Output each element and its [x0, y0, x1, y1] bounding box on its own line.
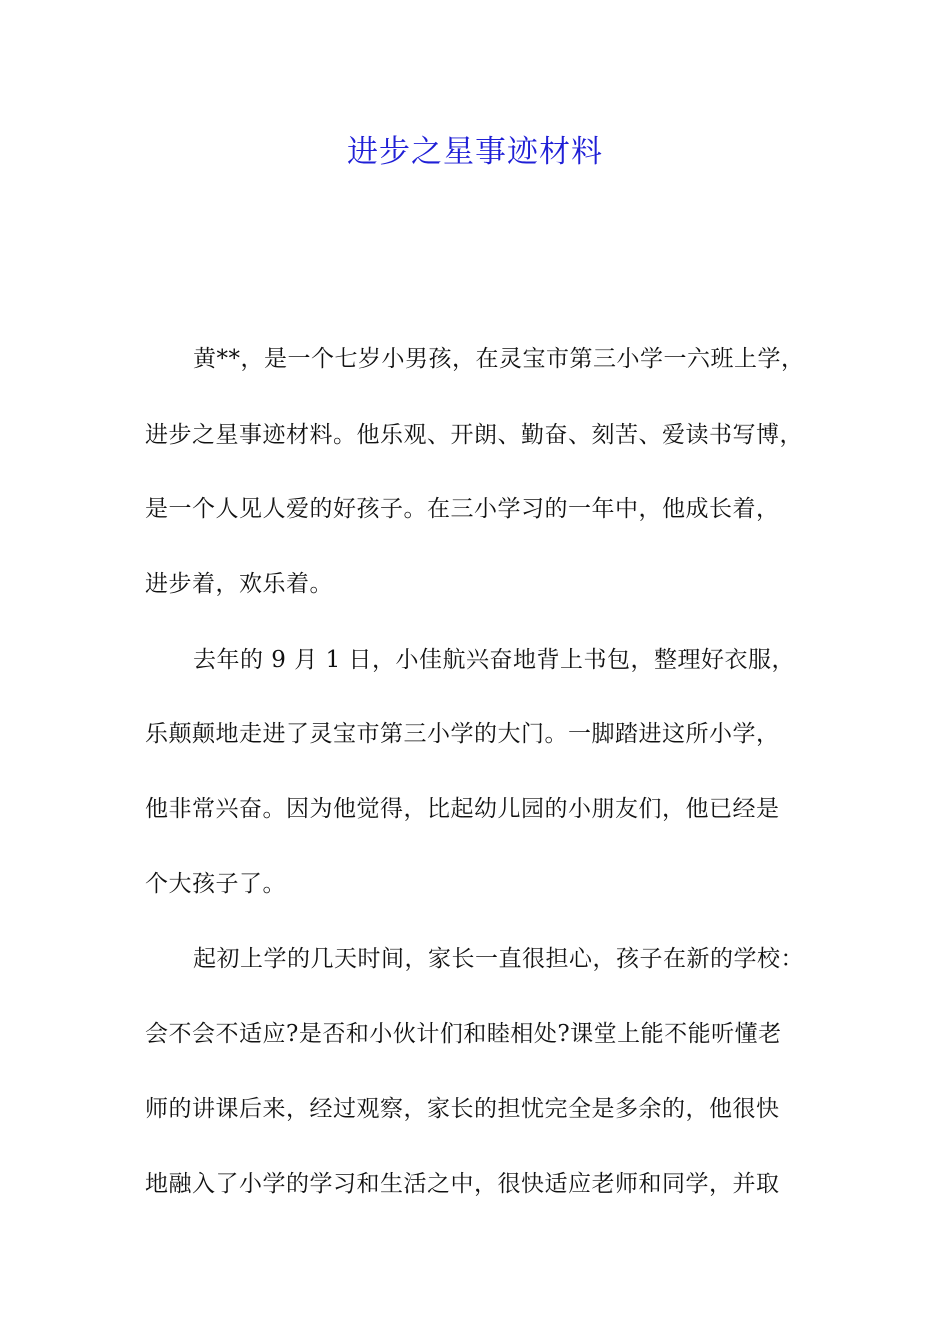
body-line-8: 个大孩子了。 [145, 871, 286, 897]
body-line-5: 去年的 9 月 1 日，小佳航兴奋地背上书包，整理好衣服， [193, 647, 796, 673]
body-line-11: 师的讲课后来，经过观察，家长的担忧完全是多余的，他很快 [145, 1096, 780, 1122]
body-line-9: 起初上学的几天时间，家长一直很担心，孩子在新的学校： [193, 946, 804, 972]
body-line-4: 进步着，欢乐着。 [145, 571, 333, 597]
body-line-2: 进步之星事迹材料。他乐观、开朗、勤奋、刻苦、爱读书写博， [145, 422, 803, 448]
body-line-12: 地融入了小学的学习和生活之中，很快适应老师和同学，并取 [145, 1171, 780, 1197]
body-line-7: 他非常兴奋。因为他觉得，比起幼儿园的小朋友们，他已经是 [145, 796, 780, 822]
body-line-3: 是一个人见人爱的好孩子。在三小学习的一年中，他成长着， [145, 496, 780, 522]
body-line-6: 乐颠颠地走进了灵宝市第三小学的大门。一脚踏进这所小学， [145, 721, 780, 747]
body-line-1: 黄**，是一个七岁小男孩，在灵宝市第三小学一六班上学， [193, 346, 805, 372]
body-line-10: 会不会不适应?是否和小伙计们和睦相处?课堂上能不能听懂老 [145, 1021, 782, 1047]
document-title: 进步之星事迹材料 [347, 134, 603, 170]
